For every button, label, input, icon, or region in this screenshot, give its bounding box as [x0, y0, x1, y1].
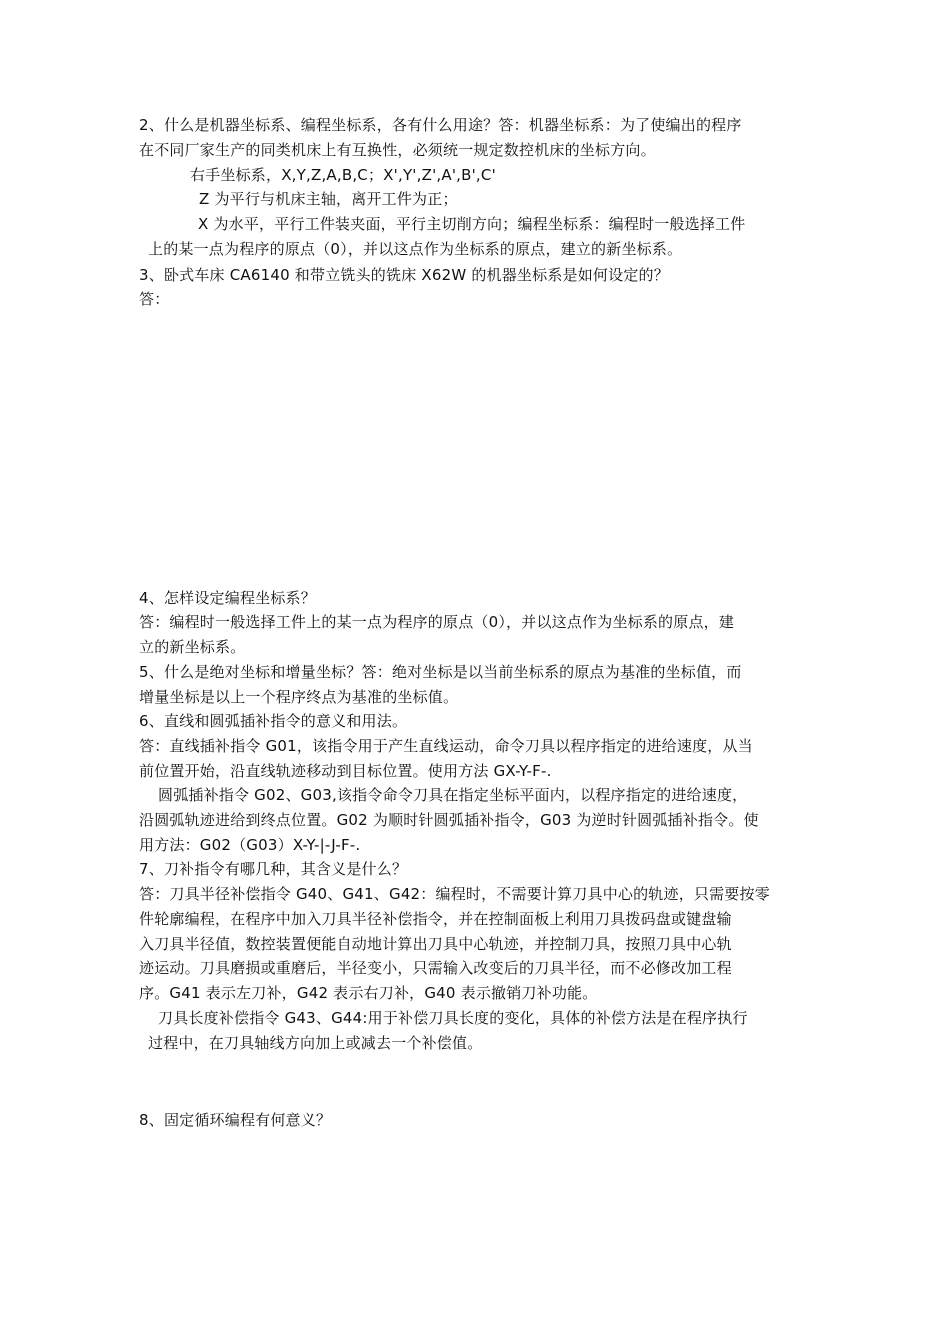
q4-line-1: 4、怎样设定编程坐标系？: [139, 589, 316, 607]
q5-line-2: 增量坐标是以上一个程序终点为基准的坐标值。: [139, 688, 459, 706]
q7-line-4: 入刀具半径值，数控装置便能自动地计算出刀具中心轨迹，并控制刀具，按照刀具中心轨: [139, 935, 732, 953]
q6-line-1: 6、直线和圆弧插补指令的意义和用法。: [139, 712, 408, 730]
q5-line-1: 5、什么是绝对坐标和增量坐标？答：绝对坐标是以当前坐标系的原点为基准的坐标值，而: [139, 663, 742, 681]
q7-line-7: 刀具长度补偿指令 G43、G44:用于补偿刀具长度的变化，具体的补偿方法是在程序执行: [158, 1009, 748, 1027]
q4-line-2: 答：编程时一般选择工件上的某一点为程序的原点（0），并以这点作为坐标系的原点，建: [139, 613, 735, 631]
q2-line-2: 在不同厂家生产的同类机床上有互换性，必须统一规定数控机床的坐标方向。: [139, 141, 656, 159]
q7-line-6: 序。G41 表示左刀补，G42 表示右刀补，G40 表示撤销刀补功能。: [139, 984, 598, 1002]
q6-line-4: 圆弧插补指令 G02、G03,该指令命令刀具在指定坐标平面内，以程序指定的进给速度，: [158, 786, 748, 804]
q7-line-8: 过程中，在刀具轴线方向加上或减去一个补偿值。: [148, 1034, 483, 1052]
q7-line-3: 件轮廓编程，在程序中加入刀具半径补偿指令，并在控制面板上利用刀具拨码盘或键盘输: [139, 910, 732, 928]
q7-line-1: 7、刀补指令有哪几种，其含义是什么？: [139, 860, 408, 878]
q3-line-1: 3、卧式车床 CA6140 和带立铣头的铣床 X62W 的机器坐标系是如何设定的？: [139, 266, 669, 284]
q2-line-5: X 为水平，平行工件装夹面，平行主切削方向；编程坐标系：编程时一般选择工件: [198, 215, 746, 233]
q2-line-4: Z 为平行与机床主轴，离开工件为正；: [199, 190, 458, 208]
q3-line-2: 答：: [139, 290, 170, 308]
q6-line-3: 前位置开始，沿直线轨迹移动到目标位置。使用方法 GX-Y-F-.: [139, 762, 552, 780]
q4-line-3: 立的新坐标系。: [139, 638, 246, 656]
q2-line-3: 右手坐标系，X,Y,Z,A,B,C；X',Y',Z',A',B',C': [190, 166, 496, 184]
q7-line-5: 迹运动。刀具磨损或重磨后，半径变小，只需输入改变后的刀具半径，而不必修改加工程: [139, 959, 732, 977]
q7-line-2: 答：刀具半径补偿指令 G40、G41、G42：编程时，不需要计算刀具中心的轨迹，只需要按零: [139, 885, 770, 903]
q6-line-6: 用方法：G02（G03）X-Y-|-J-F-.: [139, 836, 361, 854]
q2-line-1: 2、什么是机器坐标系、编程坐标系，各有什么用途？答：机器坐标系：为了使编出的程序: [139, 116, 742, 134]
q6-line-5: 沿圆弧轨迹进给到终点位置。G02 为顺时针圆弧插补指令，G03 为逆时针圆弧插补指令。使: [139, 811, 759, 829]
q8-line-1: 8、固定循环编程有何意义？: [139, 1111, 332, 1129]
q6-line-2: 答：直线插补指令 G01，该指令用于产生直线运动，命令刀具以程序指定的进给速度，从当: [139, 737, 753, 755]
q2-line-6: 上的某一点为程序的原点（0），并以这点作为坐标系的原点，建立的新坐标系。: [148, 240, 683, 258]
